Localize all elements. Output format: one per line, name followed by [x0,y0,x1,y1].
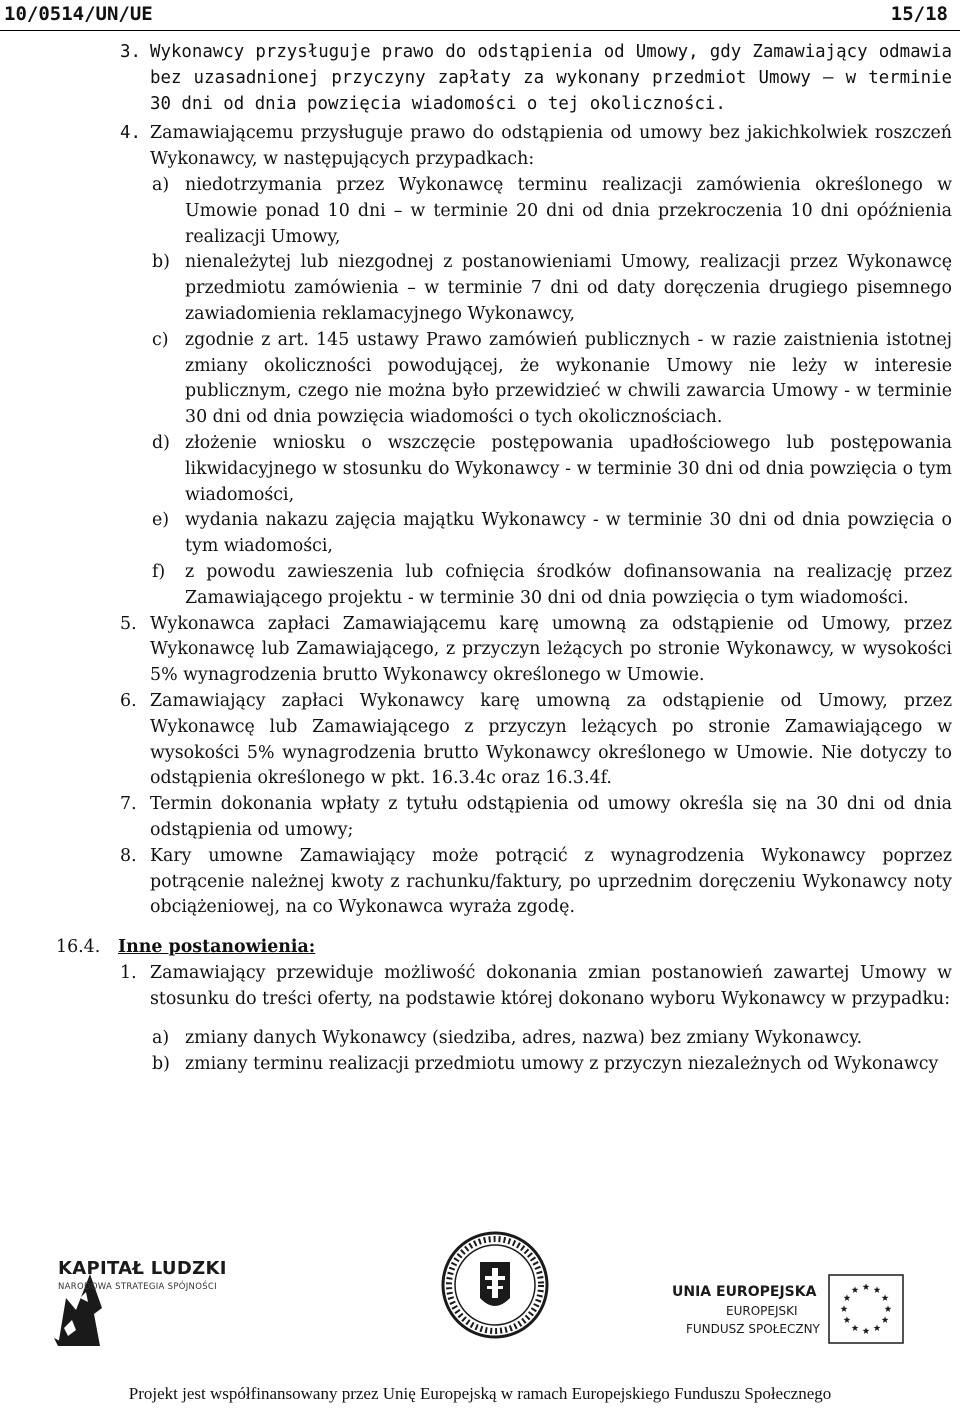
kapital-ludzki-text: KAPITAŁ LUDZKI [58,1258,227,1279]
clause-7 [120,792,952,844]
subclause-letter: c) [152,329,169,350]
kapital-ludzki-subtext: NARODOWA STRATEGIA SPÓJNOŚCI [58,1282,217,1292]
section-heading [56,935,960,961]
clause-4a [152,173,952,250]
subclause-letter: f) [152,561,166,582]
clause-3 [120,40,952,117]
clause-4c [152,328,952,431]
university-seal-icon [440,1228,550,1343]
page-number: 15/18 [890,3,948,25]
subclause-letter: a) [152,174,170,195]
section-clause-1 [120,961,952,1013]
clause-text: Wykonawca zapłaci Zamawiającemu karę umowną za odstąpienie od Umowy, przez Wykonawcę lub Zamawiającego, z przyczyn leżących po stronie Wykonawcy, w wysokości 5% wynagrodzenia brutto Wykonawcy określonego w Umowie. [150,613,952,686]
page-header [0,0,960,31]
clause-text: Termin dokonania wpłaty z tytułu odstąpienia od umowy określa się na 30 dni od dnia odstąpienia od umowy; [150,794,952,840]
clause-4d [152,431,952,508]
clause-number: 8. [120,845,137,866]
subclause-text: zmiany danych Wykonawcy (siedziba, adres, nazwa) bez zmiany Wykonawcy. [185,1028,863,1049]
clause-number: 1. [120,962,137,983]
clause-text: Zamawiającemu przysługuje prawo do odstąpienia od umowy bez jakichkolwiek roszczeń Wykonawcy, w następujących przypadkach: [150,123,952,170]
subclause-text: zmiany terminu realizacji przedmiotu umowy z przyczyn niezależnych od Wykonawcy [185,1054,939,1075]
subclause-text: zgodnie z art. 145 ustawy Prawo zamówień publicznych - w razie zaistnienia istotnej zmiany okoliczności powodującej, że wykonanie Umowy nie leży w interesie publicznym, czego nie można było przewidzieć w chwili zawarcia Umowy - w terminie 30 dni od dnia powzięcia wiadomości o tych okolicznościach. [185,329,952,428]
section-title: Inne postanowienia: [118,937,316,958]
clause-text: Wykonawcy przysługuje prawo do odstąpienia od Umowy, gdy Zamawiający odmawia bez uzasadnionej przyczyny zapłaty za wykonany przedmiot Umowy – w terminie 30 dni od dnia powzięcia wiadomości o tej okoliczności. [150,42,952,114]
subclause-letter: e) [152,510,170,531]
clause-4f [152,560,952,612]
clause-6 [120,689,952,792]
ue-text-line2: EUROPEJSKI [726,1304,798,1318]
clause-number: 3. [120,42,141,62]
clause-8 [120,844,952,921]
clause-4 [120,121,952,173]
eu-flag-icon [828,1274,904,1344]
section-clause-1a [152,1026,952,1052]
clause-number: 4. [120,123,141,144]
clause-4e [152,508,952,560]
ue-text-line3: FUNDUSZ SPOŁECZNY [686,1322,820,1336]
document-number: 10/0514/UN/UE [4,3,153,25]
subclause-letter: d) [152,432,170,453]
subclause-letter: a) [152,1028,170,1049]
clause-text: Kary umowne Zamawiający może potrącić z wynagrodzenia Wykonawcy poprzez potrącenie należnej kwoty z rachunku/faktury, po uprzednim doręczeniu Wykonawcy noty obciążeniowej, na co Wykonawca wyraża zgodę. [150,845,952,918]
subclause-letter: b) [152,252,170,273]
clause-number: 7. [120,794,137,815]
subclause-text: z powodu zawieszenia lub cofnięcia środków dofinansowania na realizację przez Zamawiającego projektu - w terminie 30 dni od dnia powzięcia o tym wiadomości. [185,561,952,608]
ue-text-line1: UNIA EUROPEJSKA [672,1284,817,1300]
clause-text: Zamawiający zapłaci Wykonawcy karę umowną za odstąpienie od Umowy, przez Wykonawcę lub Zamawiającego z przyczyn leżących po stronie Zamawiającego w wysokości 5% wynagrodzenia brutto Wykonawcy określonego w Umowie. Nie dotyczy to odstąpienia określonego w pkt. 16.3.4c oraz 16.3.4f. [150,690,952,789]
clause-5 [120,612,952,689]
clause-text: Zamawiający przewiduje możliwość dokonania zmian postanowień zawartej Umowy w stosunku do treści oferty, na podstawie której dokonano wyboru Wykonawcy w przypadku: [150,962,952,1009]
document-body [0,40,960,1078]
subclause-text: wydania nakazu zajęcia majątku Wykonawcy - w terminie 30 dni od dnia powzięcia o tym wiadomości, [185,510,952,557]
clause-4b [152,250,952,327]
section-number: 16.4. [56,937,101,958]
footer-text: Projekt jest współfinansowany przez Unię Europejską w ramach Europejskiego Funduszu Społecznego [128,1384,832,1403]
section-clause-1b [152,1052,952,1078]
kapital-ludzki-logo-icon [50,1268,270,1348]
subclause-letter: b) [152,1054,170,1075]
clause-number: 5. [120,613,137,634]
subclause-text: złożenie wniosku o wszczęcie postępowania upadłościowego lub postępowania likwidacyjnego w stosunku do Wykonawcy - w terminie 30 dni od dnia powzięcia o tym wiadomości, [185,432,952,505]
footer-logos [0,1218,960,1358]
subclause-text: niedotrzymania przez Wykonawcę terminu realizacji zamówienia określonego w Umowie ponad 10 dni – w terminie 20 dni od dnia przekroczenia 10 dni opóźnienia realizacji Umowy, [185,174,952,247]
clause-number: 6. [120,690,137,711]
subclause-text: nienależytej lub niezgodnej z postanowieniami Umowy, realizacji przez Wykonawcę przedmiotu zamówienia – w terminie 7 dni od daty doręczenia drugiego pisemnego zawiadomienia reklamacyjnego Wykonawcy, [185,252,952,324]
